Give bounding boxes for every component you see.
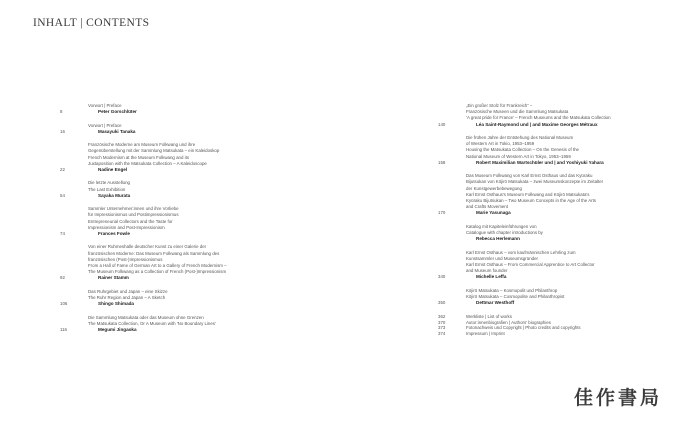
page-number: 140	[438, 121, 446, 127]
page-number: 54	[60, 192, 65, 198]
toc-entry[interactable]	[60, 206, 253, 237]
toc-entry[interactable]	[60, 244, 253, 281]
toc-entry-author: Peter Gorschlüter	[98, 109, 137, 115]
toc-entry-title-line: Vorwort | Preface	[88, 122, 122, 128]
toc-entry-author: Dettmar Westhoff	[476, 300, 515, 306]
toc-entry-author: Rebecca Herlemann	[476, 236, 520, 242]
toc-entry-author: Marie Yasunaga	[476, 210, 511, 216]
toc-entry-title-line: ‘A great pride for France’ – French Museums and the Matsukata Collection	[466, 115, 611, 121]
toc-entry-title-line: Von einer Ruhmeshalle deutscher Kunst zu einer Galerie der	[88, 244, 207, 250]
toc-entry-author: Sayaka Murata	[98, 192, 131, 198]
toc-entry-title-line: The Last Exhibition	[88, 186, 126, 192]
toc-entry[interactable]	[466, 224, 651, 243]
page-number: 16	[60, 128, 65, 134]
back-matter-title: Autor:innenbiografien | Authors' biographies	[466, 319, 551, 325]
toc-entry-title-line: Karl Ernst Osthaus's Museum Folkwang and Kōjirō Matsukata's	[466, 191, 590, 197]
toc-entry-title-line: Juxtaposition with the Matsukata Collection – A Kaleidoscope	[88, 160, 207, 166]
back-matter-item[interactable]	[438, 331, 651, 337]
page-number: 22	[60, 167, 65, 173]
toc-entry-author: Megumi Jingaoka	[98, 327, 137, 333]
toc-entry-title-line: „Ein großer Stolz für Frankreich“ –	[466, 103, 533, 108]
page-number: 373	[438, 325, 446, 331]
toc-entry-title-line: Die letzte Ausstellung	[88, 180, 130, 186]
toc-entry-title-line: Catalogue with chapter introductions by	[466, 230, 543, 236]
toc-entry[interactable]	[60, 142, 253, 173]
toc-entry-title-line: The Matsukata Collection, Or A Museum with 'No Boundary Lines'	[88, 320, 216, 326]
back-matter-title: Werkliste | List of works	[466, 313, 512, 319]
toc-entry[interactable]	[438, 287, 651, 307]
toc-left-column	[60, 103, 253, 341]
toc-entry-author: Shingo Shimada	[98, 301, 134, 307]
page-number: 8	[60, 109, 63, 115]
page-number: 350	[438, 300, 446, 306]
toc-entry-title-line: Karl Ernst Osthaus – From Commercial Apprentice to Art Collector	[466, 262, 595, 268]
page-number: 170	[438, 210, 446, 216]
publisher-logo: 佳作書局	[574, 387, 663, 409]
toc-entry-title-line: für Impressionismus und Postimpressionismus	[88, 212, 179, 218]
page-number: 92	[60, 275, 65, 281]
back-matter-title: Fotonachweis und Copyright | Photo credits and copyrights	[466, 325, 581, 331]
page-number: 74	[60, 231, 65, 237]
toc-entry-title-line: Entrepreneurial Collectors and the Taste for	[88, 218, 173, 224]
toc-entry-title-line: The Museum Folkwang as a Collection of French (Post-)Impressionism	[88, 269, 227, 275]
toc-entry[interactable]	[438, 135, 651, 166]
page-number: 340	[438, 274, 446, 280]
toc-entry-title-line: Bijutsukan von Kōjirō Matsukata – zwei Museumskonzepte im Zeitalter	[466, 179, 604, 185]
toc-entry[interactable]	[60, 103, 253, 116]
toc-entry[interactable]	[60, 180, 253, 199]
toc-entry-title-line: Karl Ernst Osthaus – vom kaufmännischen Lehrling zum	[466, 249, 576, 255]
toc-entry-title-line: National Museum of Western Art in Tokyo, 1953–1959	[466, 153, 571, 159]
page-number: 370	[438, 319, 446, 325]
toc-entry-author: Frances Fowle	[98, 231, 130, 237]
toc-entry-title-line: of Western Art in Tokio, 1953–1959	[466, 141, 535, 147]
toc-entry-title-line: Das Ruhrgebiet und Japan – eine Skizze	[88, 288, 168, 294]
toc-entry-title-line: Kyūraku Bijutsukan – Two Museum Concepts in the Age of the Arts	[466, 198, 597, 204]
toc-entry-title-line: and Crafts Movement	[466, 204, 508, 210]
toc-entry-title-line: französischen Moderne: Das Museum Folkwang als Sammlung des	[88, 250, 220, 256]
toc-entry-title-line: Französische Moderne am Museum Folkwang und ihre	[88, 142, 196, 148]
toc-entry-title-line: Sammler Unternehmer:innen und ihre Vorliebe	[88, 206, 179, 212]
page-number: 158	[438, 159, 446, 165]
toc-entry-title-line: Die frühen Jahre der Entstehung des National Museum	[466, 135, 574, 141]
toc-entry[interactable]	[438, 103, 651, 128]
toc-entry-title-line: Die Sammlung Matsukata oder das Museum ohne Grenzen	[88, 314, 204, 320]
toc-entry-title-line: Housing the Matsukata Collection – On the Genesis of the	[466, 147, 580, 153]
toc-entry-title-line: der Kunstgewerbebewegung	[466, 185, 522, 191]
toc-entry-title-line: Kunstsammler und Museumsgründer	[466, 255, 538, 261]
toc-entry-title-line: Katalog mit Kapiteleinführungen von	[466, 223, 537, 229]
page-number: 116	[60, 327, 67, 333]
toc-right-column	[438, 103, 651, 337]
toc-entry-title-line: Kōjirō Matsukata – Kosmopolit und Philanthrop	[466, 287, 558, 293]
toc-entry-author: Léa Saint-Raymond und | and Maxime Georges Métraux	[476, 121, 598, 127]
toc-entry-title-line: From a Hall of Fame of German Art to a Gallery of French Modernism –	[88, 263, 227, 269]
page-number: 106	[60, 301, 68, 307]
toc-entry-title-line: Gegenüberstellung mit der Sammlung Matsukata – ein Kaleidoskop	[88, 148, 220, 154]
back-matter-title: Impressum | Imprint	[466, 331, 505, 337]
page-number: 362	[438, 313, 446, 319]
page-title: INHALT | CONTENTS	[33, 17, 150, 29]
toc-entry-author: Michelle Leffa	[476, 274, 507, 280]
toc-entry-title-line: and Museum founder	[466, 268, 508, 274]
back-matter-list	[438, 313, 651, 337]
toc-entry-author: Nadine Engel	[98, 167, 128, 173]
toc-entry-author: Rainer Stamm	[98, 275, 129, 281]
page-number: 374	[438, 331, 446, 337]
toc-entry-title-line: The Ruhr Region and Japan – A Sketch	[88, 295, 166, 301]
toc-entry[interactable]	[60, 314, 253, 334]
toc-entry-title-line: Kōjirō Matsukata – Cosmopolite and Philanthropist	[466, 294, 565, 300]
toc-entry-title-line: Das Museum Folkwang von Karl Ernst Osthaus und das Kyūraku	[466, 173, 593, 179]
toc-entry-author: Masayuki Tanaka	[98, 128, 136, 134]
toc-entry[interactable]	[60, 122, 253, 136]
toc-entry[interactable]	[60, 288, 253, 308]
toc-entry-title-line: French Modernism at the Museum Folkwang and its	[88, 154, 190, 160]
toc-entry-title-line: Impressionism and Post-Impressionism	[88, 224, 165, 230]
toc-entry-author: Robert Maximilian Wartschüler und | and Yoshiyuki Yahara	[476, 159, 604, 165]
toc-entry[interactable]	[438, 249, 651, 281]
toc-entry-title-line: Vorwort | Preface	[88, 103, 122, 108]
toc-entry-title-line: französischen (Post-)Impressionismus	[88, 256, 163, 262]
toc-entry-title-line: Französische Museen und die Sammlung Matsukata	[466, 109, 569, 115]
toc-entry[interactable]	[438, 173, 651, 217]
